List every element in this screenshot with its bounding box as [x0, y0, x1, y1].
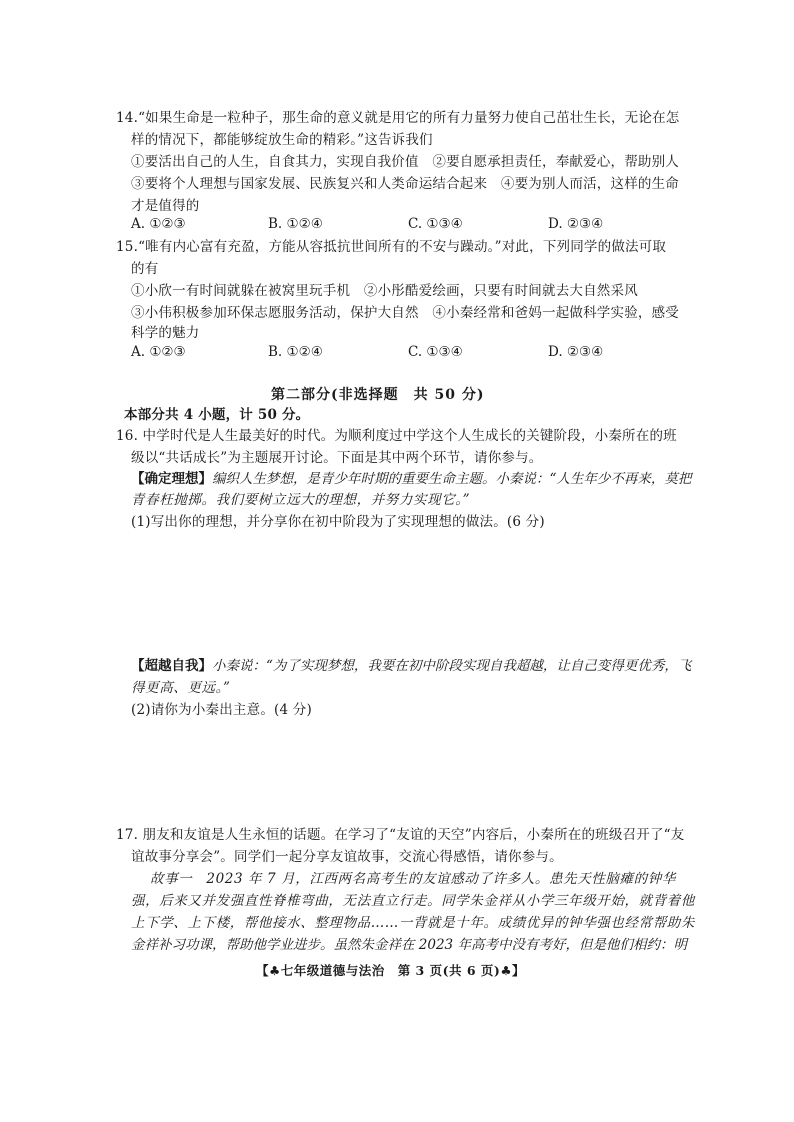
q15-item1: ①小欣一有时间就躲在被窝里玩手机 ②小彤酷爱绘画，只要有时间就去大自然采风 [131, 283, 638, 299]
q14-option-b: B. ①②④ [268, 216, 323, 232]
q14-item3: 才是值得的 [131, 198, 200, 214]
q17-line2: 谊故事分享会”。同学们一起分享友谊故事，交流心得感悟，请你参与。 [131, 849, 563, 865]
q15-options [131, 342, 691, 362]
q14-option-a: A. ①②③ [131, 216, 186, 232]
q16-beyond-text-a: 小秦说：“为了实现梦想，我要在初中阶段实现自我超越，让自己变得更优秀，飞 [212, 658, 692, 674]
q17-story-line2: 强，后来又并发强直性脊椎弯曲，无法直立行走。同学朱金祥从小学三年级开始，就背着他 [131, 893, 695, 909]
q14-option-d: D. ②③④ [548, 216, 604, 232]
q16-sub1: (1)写出你的理想，并分享你在初中阶段为了实现理想的做法。(6 分) [131, 514, 545, 530]
q16-beyond-text-b: 得更高、更远。” [131, 680, 231, 696]
q14-line1: 14.“如果生命是一粒种子，那生命的意义就是用它的所有力量努力使自己茁壮生长，无论在怎 [116, 110, 680, 126]
q17-story-line1: 故事一 2023 年 7 月，江西两名高考生的友谊感动了许多人。患先天性脑瘫的钟华 [150, 871, 676, 887]
q16-ideal-text-a: 编织人生梦想，是青少年时期的重要生命主题。小秦说：“人生年少不再来，莫把 [212, 471, 692, 487]
q16-line1: 16. 中学时代是人生最美好的时代。为顺利度过中学这个人生成长的关键阶段，小秦所在的班 [116, 428, 677, 444]
q14-options [131, 214, 691, 234]
q16-beyond-paragraph [131, 656, 691, 676]
q16-ideal-text-b: 青春枉抛掷。我们要树立远大的理想，并努力实现它。” [131, 492, 471, 508]
q15-option-c: C. ①③④ [408, 344, 463, 360]
part2-intro: 本部分共 4 小题，计 50 分。 [124, 407, 310, 423]
q16-ideal-paragraph [131, 469, 691, 489]
q15-item2: ③小伟积极参加环保志愿服务活动，保护大自然 ④小秦经常和爸妈一起做科学实验，感受 [131, 305, 679, 321]
q14-line2: 样的情况下，都能够绽放生命的精彩。”这告诉我们 [131, 132, 433, 148]
q15-item3: 科学的魅力 [131, 325, 200, 341]
q14-item1: ①要活出自己的人生，自食其力，实现自我价值 ②要自愿承担责任，奉献爱心，帮助别人 [131, 154, 679, 170]
q15-option-b: B. ①②④ [268, 344, 323, 360]
q14-option-c: C. ①③④ [408, 216, 463, 232]
q14-item2: ③要将个人理想与国家发展、民族复兴和人类命运结合起来 ④要为别人而活，这样的生命 [131, 176, 679, 192]
q16-tag-beyond: 【超越自我】 [131, 658, 212, 674]
part2-title: 第二部分(非选择题 共 50 分) [271, 387, 485, 403]
q15-line2: 的有 [131, 261, 159, 277]
q17-story-line3: 上下学、上下楼，帮他接水、整理物品……一背就是十年。成绩优异的钟华强也经常帮助朱 [131, 915, 695, 931]
page-footer: 【♣七年级道德与法治 第 3 页(共 6 页)♣】 [256, 963, 526, 978]
q17-story-line4: 金祥补习功课，帮助他学业进步。虽然朱金祥在 2023 年高考中没有考好，但是他们相约：明 [131, 937, 687, 953]
q16-tag-ideal: 【确定理想】 [131, 471, 212, 487]
q16-sub2: (2)请你为小秦出主意。(4 分) [131, 702, 312, 718]
q17-line1: 17. 朋友和友谊是人生永恒的话题。在学习了“友谊的天空”内容后，小秦所在的班级召开了“友 [116, 827, 685, 843]
q16-line2: 级以“共话成长”为主题展开讨论。下面是其中两个环节，请你参与。 [131, 450, 543, 466]
q15-option-a: A. ①②③ [131, 344, 186, 360]
q15-option-d: D. ②③④ [548, 344, 604, 360]
q15-line1: 15.“唯有内心富有充盈，方能从容抵抗世间所有的不安与躁动。”对此，下列同学的做法可取 [116, 239, 667, 255]
